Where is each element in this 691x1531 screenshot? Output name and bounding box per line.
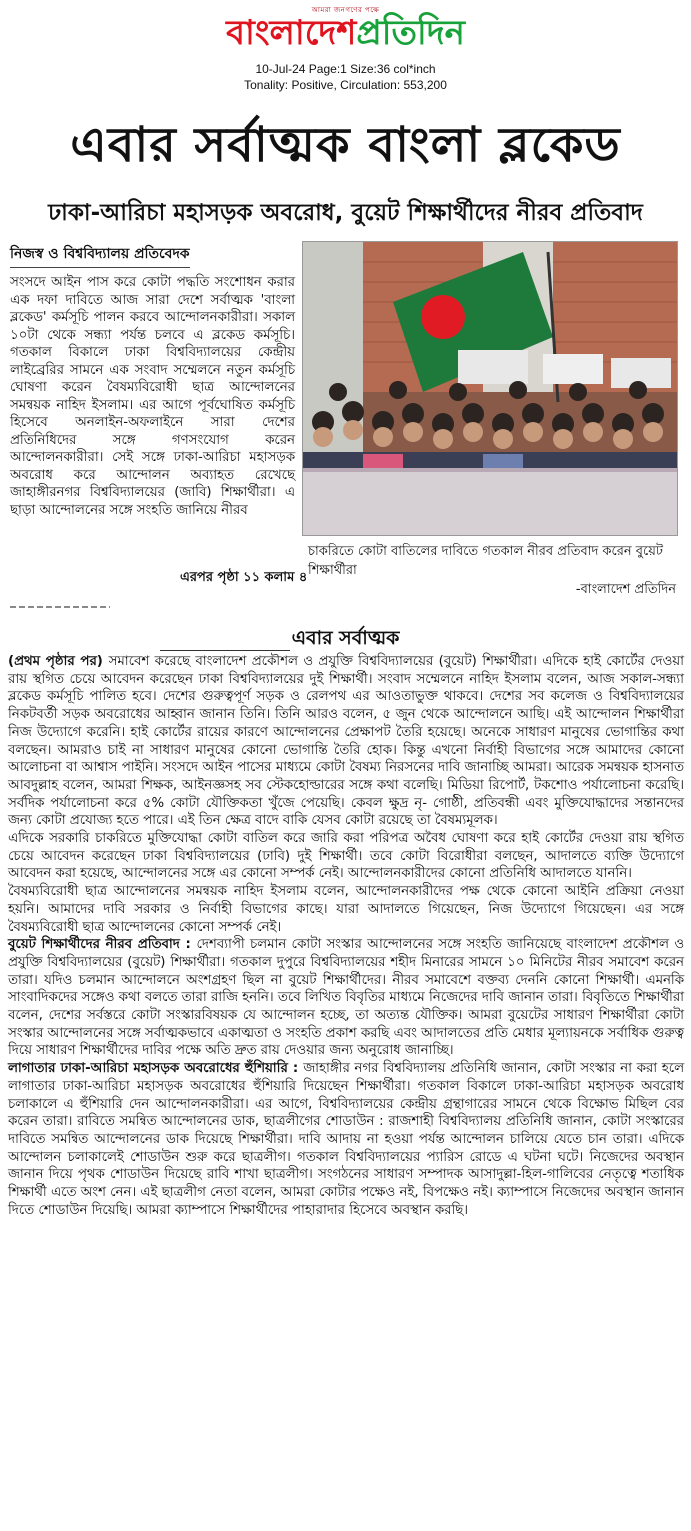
jump-paragraph <box>8 883 684 936</box>
jump-paragraph-text: জাহাঙ্গীর নগর বিশ্ববিদ্যালয় প্রতিনিধি জানান, কোটা সংস্কার না করা হলে লাগাতার ঢাকা-আরিচা মহাসড়ক অবরোধের হুঁশিয়ারি দিয়েছেন শিক্ষার্থীরা। গতকাল বিকালে ঢাকা-আরিচা মহাসড়ক অবরোধ চলাকালে এ হুঁশিয়ারি দেন আন্দোলনকারীরা। এর আগে, বিশ্ববিদ্যালয়ের কেন্দ্রীয় গ্রন্থাগারের সামনে থেকে বিক্ষোভ মিছিল বের করেন তারা। রাবিতে সমন্বিত আন্দোলনের ডাক, ছাত্রলীগের শোডাউন : রাজশাহী বিশ্ববিদ্যালয় প্রতিনিধি জানান, কোটা সংস্কারের দাবিতে সমন্বিত আন্দোলনের ডাক দিয়েছে শিক্ষার্থীরা। দাবি আদায় না হওয়া পর্যন্ত আন্দোলন চালিয়ে যেতে চান তারা। এদিকে আন্দোলন চলাকালেই শোডাউন শুরু করে ছাত্রলীগ। গতকাল বিশ্ববিদ্যালয়ের প্যারিস রোডে এ ঘটনা ঘটে। নিজেদের অবস্থান জানান দিয়ে পৃথক শোডাউন দিয়েছে রাবি শাখা ছাত্রলীগ। সংগঠনের সাধারণ সম্পাদক আসাদুল্লা-হিল-গালিবের নেতৃত্বে শতাধিক শিক্ষার্থী এতে অংশ নেন। এই ছাত্রলীগ নেতা বলেন, আমরা কোটার পক্ষেও নই, বিপক্ষেও নই। ক্যাম্পাসে নিজেদের অবস্থান জানান দিতে শোডাউন দিয়েছি। আমরা ক্যাম্পাসে শিক্ষার্থীদের পাহারাদার হিসেবে অবস্থান করছি। <box>8 1061 684 1218</box>
clipping-divider <box>0 598 691 616</box>
masthead-tagline: আমরা জনগণের পক্ষে <box>311 6 380 14</box>
jump-paragraph <box>8 830 684 883</box>
logo-part-protidin: প্রতিদিন <box>356 13 465 53</box>
continued-on-page: এরপর পৃষ্ঠা ১১ কলাম ৪ <box>180 570 308 585</box>
jump-paragraph-text: এদিকে সরকারি চাকরিতে মুক্তিযোদ্ধা কোটা বাতিল করে জারি করা পরিপত্র অবৈধ ঘোষণা করে হাই কোর্টের দেওয়া রায় স্থগিত চেয়ে আবেদন করেছেন ঢাকা বিশ্ববিদ্যালয়ের (ঢাবি) দুই শিক্ষার্থী। তবে কোটা বিরোধীরা বলছেন, আদালতে ব্যক্তি উদ্যোগে আবেদন করা হয়েছে, আন্দোলনের সঙ্গে এর কোনো সম্পর্ক নেই। আন্দোলনকারীদের কোনো প্রতিনিধি আদালতে যাননি। <box>8 831 685 882</box>
jump-paragraph <box>8 1060 684 1219</box>
jump-paragraph-text: দেশব্যাপী চলমান কোটা সংস্কার আন্দোলনের সঙ্গে সংহতি জানিয়েছে বাংলাদেশ প্রকৌশল ও প্রযুক্তি বিশ্ববিদ্যালয়ের (বুয়েট) শিক্ষার্থীরা। গতকাল দুপুরে বিশ্ববিদ্যালয়ের শহীদ মিনারের সামনে ১০ মিনিটের নীরব সমাবেশ করেন তারা। যদিও চলমান আন্দোলনে অংশগ্রহণ ছিল না বুয়েট শিক্ষার্থীদের। নীরব সমাবেশে বক্তব্য দেননি কোনো শিক্ষার্থী। এমনকি সাংবাদিকদের সঙ্গেও কথা বলতে তারা রাজি হননি। তবে লিখিত বিবৃতির মাধ্যমে নিজেদের দাবি জানান তারা। বিবৃতিতে শিক্ষার্থীরা বলেন, দেশের সর্বস্তরে কোটা সংস্কারবিষয়ক যে আন্দোলন হচ্ছে, তা অত্যন্ত যৌক্তিক। আমরা বুয়েটের সাধারণ শিক্ষার্থীরা কোটা সংস্কার আন্দোলনের সঙ্গে সর্বাত্মকভাবে একাত্মতা ও সংহতি প্রকাশ করছি এবং আদালতের প্রতি মেধার মূল্যায়নকে সর্বাধিক গুরুত্ব দিয়ে সাধারণ শিক্ষার্থীদের দাবির পক্ষে অতি দ্রুত রায় দেওয়ার জন্য অনুরোধ জানাচ্ছি। <box>8 937 685 1059</box>
jump-subhead: লাগাতার ঢাকা-আরিচা মহাসড়ক অবরোধের হুঁশিয়ারি : <box>8 1061 304 1077</box>
protest-photo <box>302 241 678 536</box>
jump-article-text <box>8 653 684 1220</box>
jump-paragraph <box>8 936 684 1060</box>
clipping-meta-line2: Tonality: Positive, Circulation: 553,200 <box>244 78 447 92</box>
main-headline: এবার সর্বাত্মক বাংলা ব্লকেড <box>70 117 621 173</box>
sub-headline: ঢাকা-আরিচা মহাসড়ক অবরোধ, বুয়েট শিক্ষার্থীদের নীরব প্রতিবাদ <box>48 200 643 226</box>
clipping-meta-line1: 10-Jul-24 Page:1 Size:36 col*inch <box>255 62 436 76</box>
lead-article-text: সংসদে আইন পাস করে কোটা পদ্ধতি সংশোধন করার এক দফা দাবিতে আজ সারা দেশে সর্বাত্মক 'বাংলা ব্লকেড' কর্মসূচি পালন করবে আন্দোলনকারীরা। সকাল ১০টা থেকে সন্ধ্যা পর্যন্ত চলবে এ ব্লকেড কর্মসূচি। গতকাল বিকালে ঢাকা বিশ্ববিদ্যালয়ের কেন্দ্রীয় লাইব্রেরির সামনে এক সংবাদ সম্মেলনে নতুন কর্মসূচি ঘোষণা করেন বৈষম্যবিরোধী ছাত্র আন্দোলনের সমন্বয়ক নাহিদ ইসলাম। এর আগে পূর্বঘোষিত কর্মসূচি হিসেবে অনলাইন-অফলাইনে সারা দেশের প্রতিনিধিদের সঙ্গে গণসংযোগ করেন আন্দোলনকারীরা। সেই সঙ্গে ঢাকা-আরিচা মহাসড়ক অবরোধ করে আন্দোলন অব্যাহত রেখেছে জাহাঙ্গীরনগর বিশ্ববিদ্যালয়ের (জাবি) শিক্ষার্থীরা। এ ছাড়া আন্দোলনের সঙ্গে সংহতি জানিয়ে নীরব <box>10 275 295 518</box>
photo-caption <box>308 542 676 599</box>
jump-headline: এবার সর্বাত্মক <box>291 627 400 649</box>
masthead <box>0 0 691 60</box>
jump-paragraph-text: সমাবেশ করেছে বাংলাদেশ প্রকৌশল ও প্রযুক্তি বিশ্ববিদ্যালয়ের (বুয়েট) শিক্ষার্থীরা। এদিকে হাই কোর্টের দেওয়া রায় স্থগিত চেয়ে আবেদন করেছেন ঢাকা বিশ্ববিদ্যালয়ের দুই শিক্ষার্থী। সংবাদ সম্মেলনে নাহিদ ইসলাম বলেন, আজ সকাল-সন্ধ্যা ব্লকেড কর্মসূচি পালিত হবে। দেশের গুরুত্বপূর্ণ সড়ক ও রেলপথ এর আওতাভুক্ত থাকবে। দেশের সব কলেজ ও বিশ্ববিদ্যালয়ের নিকটবর্তী সড়ক অবরোধের আহ্বান জানান তিনি। তিনি আরও বলেন, ৫ জুন থেকে আন্দোলনে আছি। এই আন্দোলন শিক্ষার্থীরা নিজ উদ্যোগে করেনি। হাই কোর্টের রায়ের কারণে আন্দোলনের প্রেক্ষাপট তৈরি হয়েছে। অনেকে সাধারণ মানুষের ভোগান্তির কথা বলছেন। আমরাও চাই না সাধারণ মানুষের কোনো ভোগান্তি তৈরি হোক। কিন্তু এখনো নির্বাহী বিভাগের সঙ্গে আমাদের কোনো আলোচনা বা আশ্বাস পাইনি। সংসদে আইন পাসের মাধ্যমে কোটা বৈষম্য নিরসনের দাবি জানাচ্ছি আমরা। আরেক সমন্বয়ক হাসনাত আবদুল্লাহ বলেন, আমরা শিক্ষক, আইনজ্ঞসহ সব স্টেকহোল্ডারের সঙ্গে কথা বলেছি। মিডিয়া রিপোর্ট, টকশোও পর্যালোচনা করেছি। সর্বদিক পর্যালোচনা করে ৫% কোটা যৌক্তিকতা খুঁজে পেয়েছি। কেবল ক্ষুদ্র নৃ- গোষ্ঠী, প্রতিবন্ধী এবং মুক্তিযোদ্ধাদের সন্তানদের জন্য কোটা প্রযোজ্য হতে পারে। এই তিন ক্ষেত্র বাদে বাকি যেসব কোটা রয়েছে তা বৈষম্যমূলক। <box>8 654 684 829</box>
byline: নিজস্ব ও বিশ্ববিদ্যালয় প্রতিবেদক <box>10 242 190 268</box>
photo-caption-text: চাকরিতে কোটা বাতিলের দাবিতে গতকাল নীরব প্রতিবাদ করেন বুয়েট শিক্ষার্থীরা <box>308 544 663 578</box>
photo-credit: -বাংলাদেশ প্রতিদিন <box>575 582 676 597</box>
protest-photo-illustration <box>303 242 677 535</box>
clipping-divider-mark <box>0 598 691 616</box>
jump-paragraph-text: বৈষম্যবিরোধী ছাত্র আন্দোলনের সমন্বয়ক নাহিদ ইসলাম বলেন, আন্দোলনকারীদের পক্ষ থেকে কোনো আইনি প্রক্রিয়া নেওয়া হয়নি। আমাদের দাবি সরকার ও নির্বাহী বিভাগের কাছে। যারা আদালতে গিয়েছেন, নিজ উদ্যোগে গিয়েছেন। এর সঙ্গে বৈষম্যবিরোধী ছাত্র আন্দোলনের কোনো সম্পর্ক নেই। <box>8 884 684 935</box>
jump-paragraph <box>8 653 684 830</box>
jump-subhead: বুয়েট শিক্ষার্থীদের নীরব প্রতিবাদ : <box>8 937 197 953</box>
jump-lead-marker: (প্রথম পৃষ্ঠার পর) <box>8 654 109 669</box>
logo-part-bangladesh: বাংলাদেশ <box>226 13 357 53</box>
jump-headline-rule <box>160 650 290 651</box>
newspaper-logo <box>0 14 691 52</box>
